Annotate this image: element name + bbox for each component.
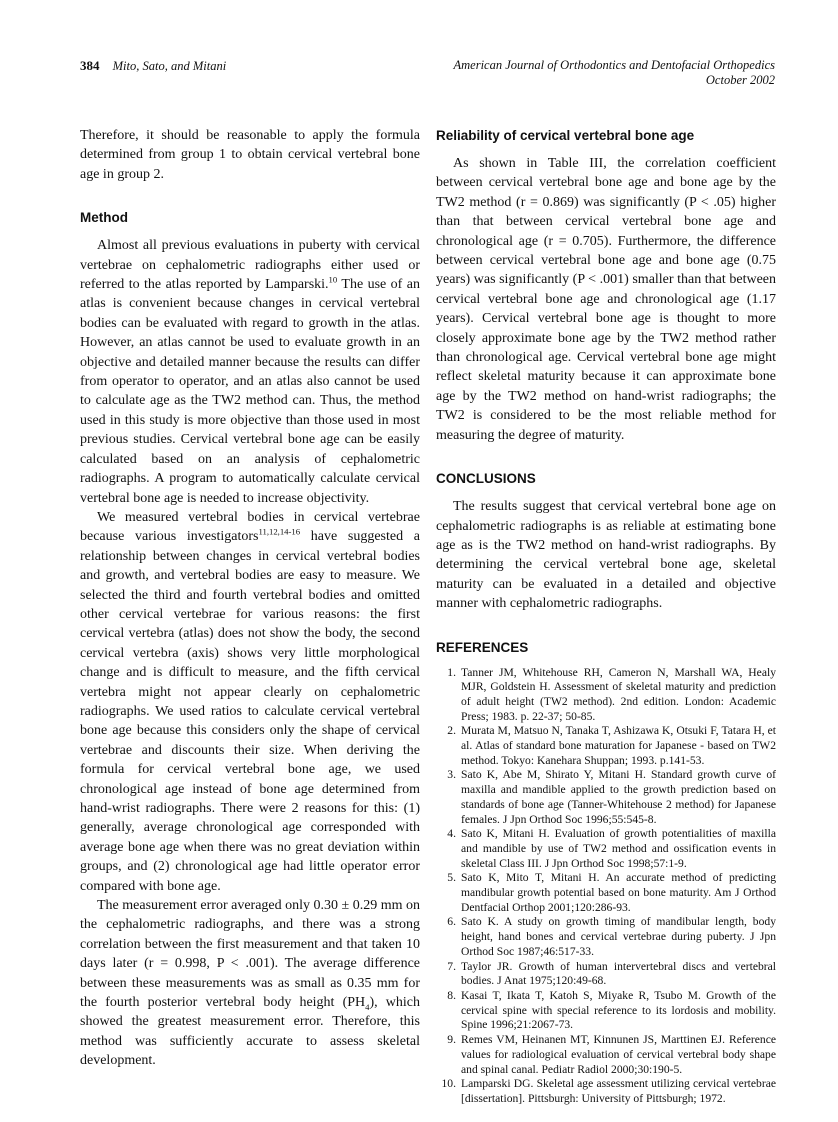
- reference-text: Sato K. A study on growth timing of mandibular length, body height, hand bones and cervical vertebrae during puberty. J Jpn Orthod Soc 1987;46:517-33.: [461, 915, 776, 958]
- references-list: [436, 666, 776, 1107]
- reference-text: Lamparski DG. Skeletal age assessment utilizing cervical vertebrae [dissertation]. Pittsburgh: University of Pittsburgh; 1972.: [461, 1077, 776, 1105]
- page-number: 384: [80, 58, 100, 73]
- method-paragraph-3: [80, 896, 420, 1071]
- reference-text: Sato K, Abe M, Shirato Y, Mitani H. Standard growth curve of maxilla and mandible applied to the growth prediction based on standards of bone age (Tanner-Whitehouse 2 method) for Japanese females. J Jpn Orthod Soc 1996;55:545-8.: [461, 768, 776, 826]
- reference-text: Remes VM, Heinanen MT, Kinnunen JS, Marttinen EJ. Reference values for radiological evaluation of cervical vertebral body shape and spinal canal. Pediatr Radiol 2000;30:190-5.: [461, 1033, 776, 1076]
- reliability-heading: Reliability of cervical vertebral bone age: [436, 128, 695, 143]
- running-authors: Mito, Sato, and Mitani: [112, 59, 227, 73]
- journal-title: American Journal of Orthodontics and Dentofacial Orthopedics: [453, 58, 775, 72]
- conclusions-heading: CONCLUSIONS: [436, 471, 536, 487]
- issue-date: October 2002: [705, 73, 775, 87]
- left-column: [80, 126, 420, 1107]
- reference-number: 2.: [447, 724, 456, 738]
- running-head-left: [80, 58, 226, 74]
- reference-item: [436, 827, 776, 871]
- reference-item: [436, 768, 776, 827]
- reference-text: Kasai T, Ikata T, Katoh S, Miyake R, Tsubo M. Growth of the cervical spine with special reference to its lordosis and mobility. Spine 1996;21:2067-73.: [461, 989, 776, 1032]
- reference-number: 5.: [447, 871, 456, 885]
- reference-number: 10.: [441, 1077, 456, 1091]
- reference-item: [436, 724, 776, 768]
- reference-item: [436, 1033, 776, 1077]
- paragraph-text: Almost all previous evaluations in puberty with cervical vertebrae on cephalometric radiographs either used or referred to the atlas reported by Lamparski.: [80, 238, 420, 293]
- reference-text: Sato K, Mitani H. Evaluation of growth potentialities of maxilla and mandible by use of TW2 method and ossification events in skeletal Class III. J Jpn Orthod Soc 1998;57:1-9.: [461, 827, 776, 870]
- paragraph-text: We measured vertebral bodies in cervical vertebrae because various investigators: [80, 509, 420, 545]
- reference-item: [436, 1077, 776, 1106]
- page-header: [80, 58, 775, 88]
- reference-number: 1.: [447, 665, 456, 679]
- reference-item: [436, 960, 776, 989]
- paragraph-text: The use of an atlas is convenient because changes in cervical vertebral bodies can be evaluated with regard to growth in the atlas. However, an atlas cannot be used to evaluate growth in an objective and detailed manner because the results can differ from operator to operator, and an atlas also cannot be used to calculate age as the TW2 method can. Thus, the method used in this study is more objective than those used in most previous studies. Cervical vertebral bone age can be easily calculated based on an analysis of cephalometric radiographs. A program to automatically calculate cervical vertebral bone age is needed to increase objectivity.: [80, 277, 420, 506]
- reference-text: Sato K, Mito T, Mitani H. An accurate method of predicting mandibular growth potential based on bone maturity. Am J Orthod Dentfacial Orthop 2001;120:286-93.: [461, 871, 776, 914]
- reference-number: 8.: [447, 989, 456, 1002]
- running-head-right: [454, 58, 776, 88]
- references-heading: REFERENCES: [436, 639, 529, 655]
- reference-number: 4.: [447, 827, 456, 841]
- reliability-paragraph: As shown in Table III, the correlation coefficient between cervical vertebral bone age and bone age by the TW2 method (r = 0.869) was significantly (P < .05) higher than that between cervical vertebral bone age and chronological age (r = 0.705). Furthermore, the difference between cervical vertebral bone age and bone age (0.75 years) was significantly (P < .001) smaller than that between cervical vertebral bone age and chronological age (1.17 years). Cervical vertebral bone age is thought to more closely approximate bone age by the TW2 method rather than chronological age. Cervical vertebral bone age might reflect skeletal maturity because it can approximate bone age by the TW2 method on hand-wrist radiographs; the TW2 is considered to be the most reliable method for measuring the degree of maturity.: [436, 156, 776, 443]
- reference-item: [436, 871, 776, 915]
- two-column-body: [80, 126, 775, 1107]
- reference-text: Tanner JM, Whitehouse RH, Cameron N, Marshall WA, Healy MJR, Goldstein H. Assessment of skeletal maturity and prediction of adult height (TW2 method). 2nd edition. London: Academic Press; 1983. p. 22-37; 50-85.: [461, 665, 776, 723]
- citation-superscript: 10: [328, 274, 338, 285]
- reference-number: 6.: [447, 915, 456, 929]
- reference-item: [436, 989, 776, 1033]
- method-heading: Method: [80, 210, 128, 226]
- intro-paragraph: Therefore, it should be reasonable to apply the formula determined from group 1 to obtain cervical vertebral bone age in group 2.: [80, 128, 420, 182]
- reference-text: Murata M, Matsuo N, Tanaka T, Ashizawa K, Otsuki F, Tatara H, et al. Atlas of standard bone maturation for Japanese - based on TW2 method. Tokyo: Kanehara Shuppan; 1993. p.141-53.: [461, 724, 776, 767]
- conclusions-paragraph: The results suggest that cervical vertebral bone age on cephalometric radiographs is as reliable at estimating bone age as is the TW2 method on hand-wrist radiographs. By determining the cervical vertebral bone age, skeletal maturity can be evaluated in a detailed and objective manner with cephalometric radiographs.: [436, 499, 776, 612]
- reference-item: [436, 915, 776, 959]
- chemical-subscript: 4: [365, 1001, 370, 1012]
- citation-superscript: 11,12,14-16: [258, 526, 301, 537]
- reference-item: [436, 666, 776, 725]
- paragraph-text: The measurement error averaged only 0.30 ± 0.29 mm on the cephalometric radiographs, and there was a strong correlation between the first measurement and that taken 10 days later (r = 0.998, P < .001). The average difference between these measurements was as small as 0.35 mm for the fourth posterior vertebral body height (PH: [80, 898, 420, 1011]
- reference-text: Taylor JR. Growth of human intervertebral discs and vertebral bodies. J Anat 1975;120:49-68.: [461, 959, 776, 988]
- reference-number: 9.: [447, 1033, 456, 1047]
- paragraph-text: ), which showed the greatest measurement error. Therefore, this method was sufficiently accurate to assess skeletal development.: [80, 995, 420, 1069]
- method-paragraph-1: [80, 236, 420, 508]
- method-paragraph-2: [80, 508, 420, 896]
- paragraph-text: have suggested a relationship between changes in cervical vertebral bodies and growth, and vertebral bodies are easy to measure. We selected the third and fourth vertebral bodies and omitted other cervical vertebrae for various reasons: the first cervical vertebra (atlas) does not show the body, the second cervical vertebra (axis) shows very little morphological change and is difficult to measure, and the fifth cervical vertebra might not appear clearly on cephalometric radiographs. We used ratios to calculate cervical vertebral bone age because this considers only the shape of cervical vertebrae and discounts their size. When deriving the formula for cervical vertebral bone age, we used chronological age instead of bone age determined from hand-wrist radiographs. There were 2 reasons for this: (1) generally, average chronological age corresponded with average bone age when there was no great deviation within groups, and (2) chronological age had little operator error compared with bone age.: [80, 529, 421, 894]
- reference-number: 7.: [447, 959, 456, 973]
- reference-number: 3.: [447, 768, 456, 782]
- right-column: [436, 126, 776, 1107]
